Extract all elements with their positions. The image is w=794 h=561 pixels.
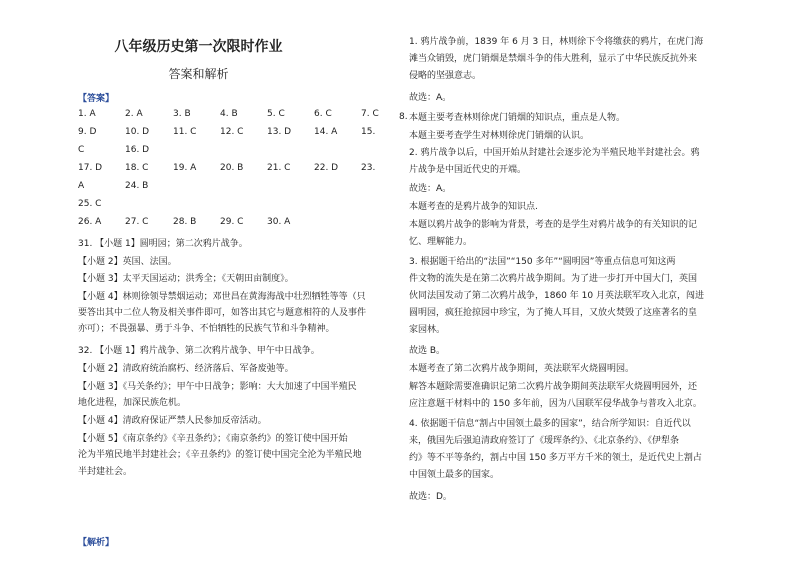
analysis-line: 本题主要考查学生对林则徐虎门销烟的认识。 — [409, 131, 590, 141]
analysis-line: 应注意题干材料中的 150 多年前，因为八国联军侵华战争与普攻入北京。 — [409, 399, 702, 409]
answer-cell: 5. C — [267, 109, 285, 119]
page-subtitle: 答案和解析 — [168, 67, 229, 81]
analysis-line: 件文物的流失是在第二次鸦片战争期间。为了进一步打开中国大门，英国 — [409, 274, 698, 284]
analysis-line: 家园林。 — [409, 325, 446, 335]
page-title: 八年级历史第一次限时作业 — [114, 39, 283, 55]
answer-cell: 27. C — [125, 217, 149, 227]
answer-cell: 1. A — [78, 109, 96, 119]
analysis-line: 本题主要考查林则徐虎门销烟的知识点，重点是人物。 — [409, 113, 626, 123]
answer-line: 【小题 3】《马关条约》；甲午中日战争；影响：大大加速了中国半殖民 — [78, 382, 357, 392]
answer-line: 【小题 4】清政府保证严禁人民参加反帝活动。 — [78, 416, 267, 426]
answer-line: 【小题 2】清政府统治腐朽、经济落后、军备废弛等。 — [78, 364, 294, 374]
answer-tag: 【答案】 — [78, 94, 115, 104]
answer-cell: 6. C — [314, 109, 332, 119]
analysis-tag: 【解析】 — [78, 538, 115, 548]
answer-cell: 11. C — [173, 127, 197, 137]
answer-cell: 30. A — [267, 217, 291, 227]
analysis-line: 故选：A。 — [409, 93, 452, 103]
answer-cell: A — [78, 181, 85, 191]
analysis-line: 本题以鸦片战争的影响为背景，考查的是学生对鸦片战争的有关知识的记 — [409, 220, 698, 230]
answer-line: 半封建社会。 — [78, 467, 133, 477]
answer-cell: 7. C — [361, 109, 379, 119]
answer-line: 31. 【小题 1】圆明园；第二次鸦片战争。 — [78, 239, 248, 249]
analysis-line: 1. 鸦片战争前，1839 年 6 月 3 日，林则徐下令将缴获的鸦片，在虎门海 — [409, 37, 704, 47]
analysis-line: 本题考查的是鸦片战争的知识点. — [409, 202, 538, 212]
analysis-line: 3. 根据题干给出的“法国”“150 多年”“圆明园”等重点信息可知这两 — [409, 257, 676, 267]
answer-cell: 10. D — [125, 127, 150, 137]
analysis-line: 2. 鸦片战争以后，中国开始从封建社会逐步沦为半殖民地半封建社会。鸦 — [409, 148, 700, 158]
answer-cell: 12. C — [220, 127, 244, 137]
answer-cell: 4. B — [220, 109, 238, 119]
answer-cell: 19. A — [173, 163, 197, 173]
analysis-line: 侵略的坚强意志。 — [409, 71, 482, 81]
analysis-line: 片战争是中国近代史的开端。 — [409, 165, 527, 175]
answer-cell: 13. D — [267, 127, 292, 137]
answer-line: 【小题 2】英国、法国。 — [78, 257, 177, 267]
answer-cell: 25. C — [78, 199, 102, 209]
analysis-line: 故选：D。 — [409, 492, 452, 502]
answer-cell: 29. C — [220, 217, 244, 227]
answer-cell: 16. D — [125, 145, 150, 155]
analysis-line: 圆明园，疯狂抢掠园中珍宝，为了掩人耳目，又放火焚毁了这座著名的皇 — [409, 308, 698, 318]
answer-cell: 9. D — [78, 127, 97, 137]
right-column — [397, 0, 794, 561]
analysis-line: 中国领土最多的国家。 — [409, 470, 500, 480]
answer-line: 【小题 4】林则徐领导禁烟运动；邓世昌在黄海海战中壮烈牺牲等等（只 — [78, 292, 366, 302]
answer-line: 【小题 5】《南京条约》《辛丑条约》；《南京条约》的签订使中国开始 — [78, 434, 348, 444]
analysis-line: 4. 依据题干信息“割占中国领土最多的国家”，结合所学知识：自近代以 — [409, 419, 691, 429]
side-marker: 8. — [399, 112, 408, 122]
analysis-line: 故选：A。 — [409, 184, 452, 194]
analysis-line: 滩当众销毁，虎门销烟是禁烟斗争的伟大胜利，显示了中华民族反抗外来 — [409, 54, 698, 64]
answer-line: 32. 【小题 1】鸦片战争、第二次鸦片战争、甲午中日战争。 — [78, 346, 320, 356]
analysis-line: 伙同法国发动了第二次鸦片战争，1860 年 10 月英法联军攻入北京，闯进 — [409, 291, 704, 301]
answer-line: 地化进程，加深民族危机。 — [78, 398, 187, 408]
analysis-line: 故选 B。 — [409, 346, 446, 356]
analysis-line: 约》等不平等条约，割占中国 150 多万平方千米的领土，是近代史上割占 — [409, 453, 702, 463]
analysis-line: 忆、理解能力。 — [409, 237, 473, 247]
analysis-line: 本题考查了第二次鸦片战争期间，英法联军火烧圆明园。 — [409, 364, 635, 374]
answer-cell: 21. C — [267, 163, 291, 173]
answer-cell: 24. B — [125, 181, 149, 191]
analysis-line: 解答本题除需要准确识记第二次鸦片战争期间英法联军火烧圆明园外，还 — [409, 382, 698, 392]
answer-line: 【小题 3】太平天国运动；洪秀全；《天朝田亩制度》。 — [78, 274, 294, 284]
answer-cell: 23. — [361, 163, 376, 173]
answer-cell: 15. — [361, 127, 376, 137]
answer-cell: 28. B — [173, 217, 197, 227]
answer-cell: 20. B — [220, 163, 244, 173]
answer-cell: 3. B — [173, 109, 191, 119]
answer-line: 要答出其中二位人物及相关事件即可，如答出其它与题意相符的人及事件 — [78, 308, 367, 318]
answer-cell: 2. A — [125, 109, 143, 119]
answer-cell: 14. A — [314, 127, 338, 137]
answer-cell: 26. A — [78, 217, 102, 227]
answer-cell: C — [78, 145, 85, 155]
answer-line: 沦为半殖民地半封建社会；《辛丑条约》的签订使中国完全沦为半殖民地 — [78, 450, 362, 460]
answer-cell: 18. C — [125, 163, 149, 173]
analysis-line: 来，俄国先后强迫清政府签订了《瑷珲条约》、《北京条约》、《伊犁条 — [409, 436, 680, 446]
answer-cell: 22. D — [314, 163, 339, 173]
answer-cell: 17. D — [78, 163, 103, 173]
answer-line: 亦可）；不畏强暴、勇于斗争、不怕牺牲的民族气节和斗争精神。 — [78, 324, 335, 334]
